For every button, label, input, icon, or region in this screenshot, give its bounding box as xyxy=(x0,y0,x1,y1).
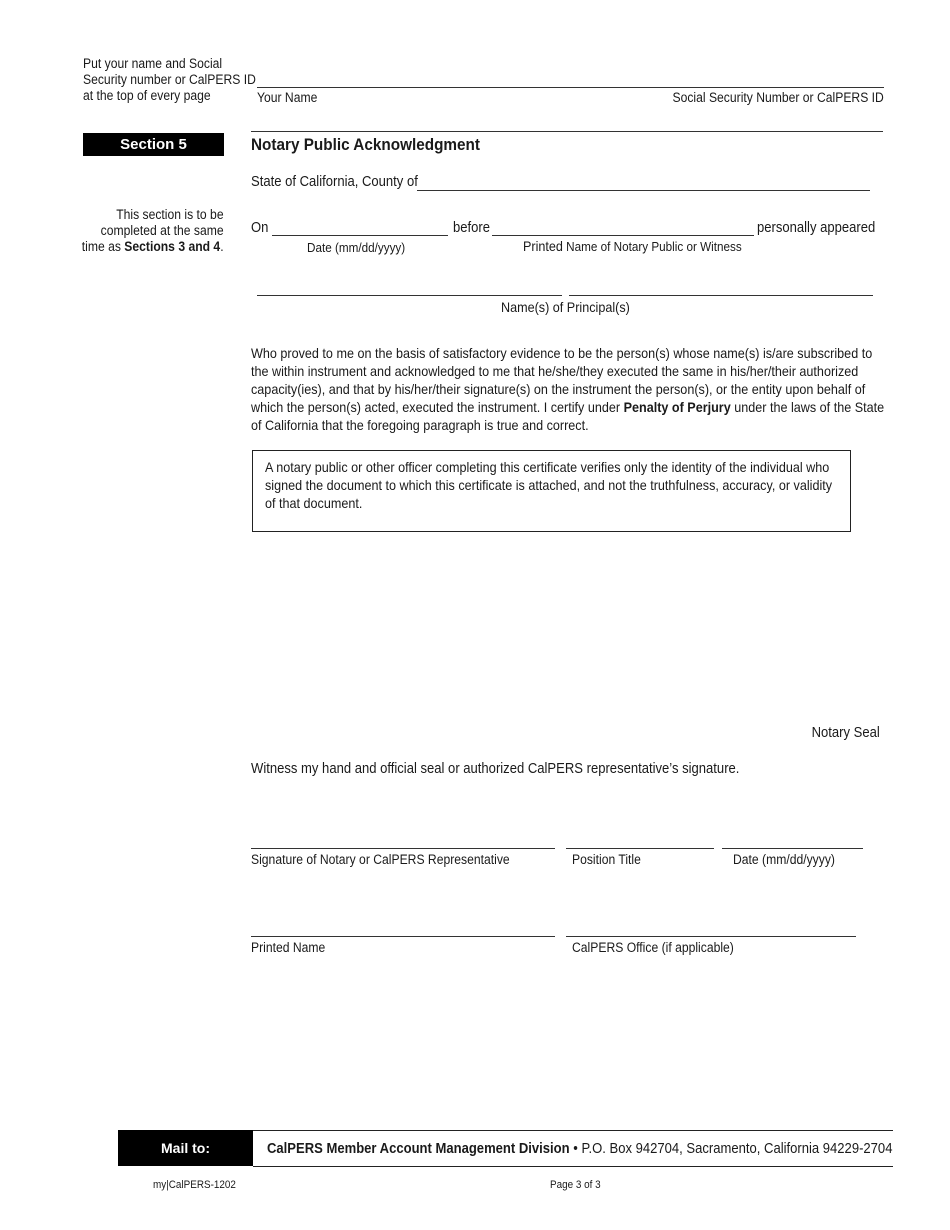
certification-paragraph xyxy=(251,344,891,434)
printed-caption-rest: Name of Notary Public or Witness xyxy=(562,239,742,254)
signature-field[interactable] xyxy=(251,848,555,849)
your-name-label: Your Name xyxy=(257,90,318,105)
penalty-of-perjury: Penalty of Perjury xyxy=(623,399,731,415)
state-county-label: State of California, County of xyxy=(251,174,418,190)
ssn-label: Social Security Number or CalPERS ID xyxy=(672,90,884,105)
side-note-bold: Sections 3 and 4 xyxy=(124,239,221,254)
printed-name-caption-2: Printed Name xyxy=(251,940,326,955)
printed-name-field[interactable] xyxy=(251,936,555,937)
section-rule xyxy=(251,131,883,132)
section-title: Notary Public Acknowledgment xyxy=(251,135,480,154)
signature-caption: Signature of Notary or CalPERS Representative xyxy=(251,852,510,867)
notary-seal-label: Notary Seal xyxy=(811,725,880,741)
mail-address-row xyxy=(253,1130,893,1167)
certification-text: under the laws of the State of California that the foregoing paragraph is true and correct. xyxy=(251,399,885,433)
principal-field-1[interactable] xyxy=(257,295,562,296)
principal-field-2[interactable] xyxy=(569,295,873,296)
side-note-line: This section is to be xyxy=(116,207,224,222)
mail-address xyxy=(267,1141,892,1157)
name-ssn-line[interactable] xyxy=(257,87,884,88)
certification-text: Who proved to me on the basis of satisfactory evidence to be the person(s) whose name(s) is/are subscribed to the within instrument and acknowledged to me that he/she/they executed the same in his/her/their authorized capacity(ies), and that by his/her/their signature(s) on the instrument the person(s), or the entity upon behalf of which the person(s) acted, executed the instrument. I certify under xyxy=(251,345,873,415)
signature-date-field[interactable] xyxy=(722,848,863,849)
mail-to-label: Mail to: xyxy=(118,1130,253,1166)
header-instruction-line: Put your name and Social xyxy=(83,56,223,71)
notary-name-field[interactable] xyxy=(492,235,754,236)
notice-text: A notary public or other officer completing this certificate verifies only the identity of the individual who signed the document to which this certificate is attached, and not the truthfulness, accuracy, or validity of that document. xyxy=(265,459,833,511)
mail-address-text: • P.O. Box 942704, Sacramento, California 94229-2704 xyxy=(569,1141,893,1157)
side-note xyxy=(82,207,224,255)
page-number: Page 3 of 3 xyxy=(550,1179,601,1191)
county-field[interactable] xyxy=(417,190,870,191)
printed-name-caption xyxy=(523,238,742,254)
section-badge: Section 5 xyxy=(83,133,224,156)
side-note-text: time as xyxy=(82,239,125,254)
form-id: my|CalPERS-1202 xyxy=(153,1179,236,1191)
position-title-field[interactable] xyxy=(566,848,714,849)
office-field[interactable] xyxy=(566,936,856,937)
side-note-line: completed at the same xyxy=(101,223,224,238)
before-label: before xyxy=(453,220,491,236)
signature-date-caption: Date (mm/dd/yyyy) xyxy=(733,852,835,867)
date-field[interactable] xyxy=(272,235,448,236)
header-instruction-line: at the top of every page xyxy=(83,88,211,103)
side-note-text: . xyxy=(220,239,224,254)
notice-box xyxy=(252,450,851,532)
header-instruction-line: Security number or CalPERS ID xyxy=(83,72,256,87)
header-instruction xyxy=(83,56,256,104)
side-note-line xyxy=(82,239,224,255)
division-name: CalPERS Member Account Management Division xyxy=(267,1141,570,1157)
printed-caption-word: Printed xyxy=(523,238,563,254)
witness-statement: Witness my hand and official seal or authorized CalPERS representative’s signature. xyxy=(251,761,740,777)
office-caption: CalPERS Office (if applicable) xyxy=(572,940,734,955)
principals-caption: Name(s) of Principal(s) xyxy=(501,299,630,315)
position-caption: Position Title xyxy=(572,852,641,867)
date-caption: Date (mm/dd/yyyy) xyxy=(307,240,406,255)
personally-appeared-label: personally appeared xyxy=(757,220,876,236)
on-label: On xyxy=(251,220,269,236)
